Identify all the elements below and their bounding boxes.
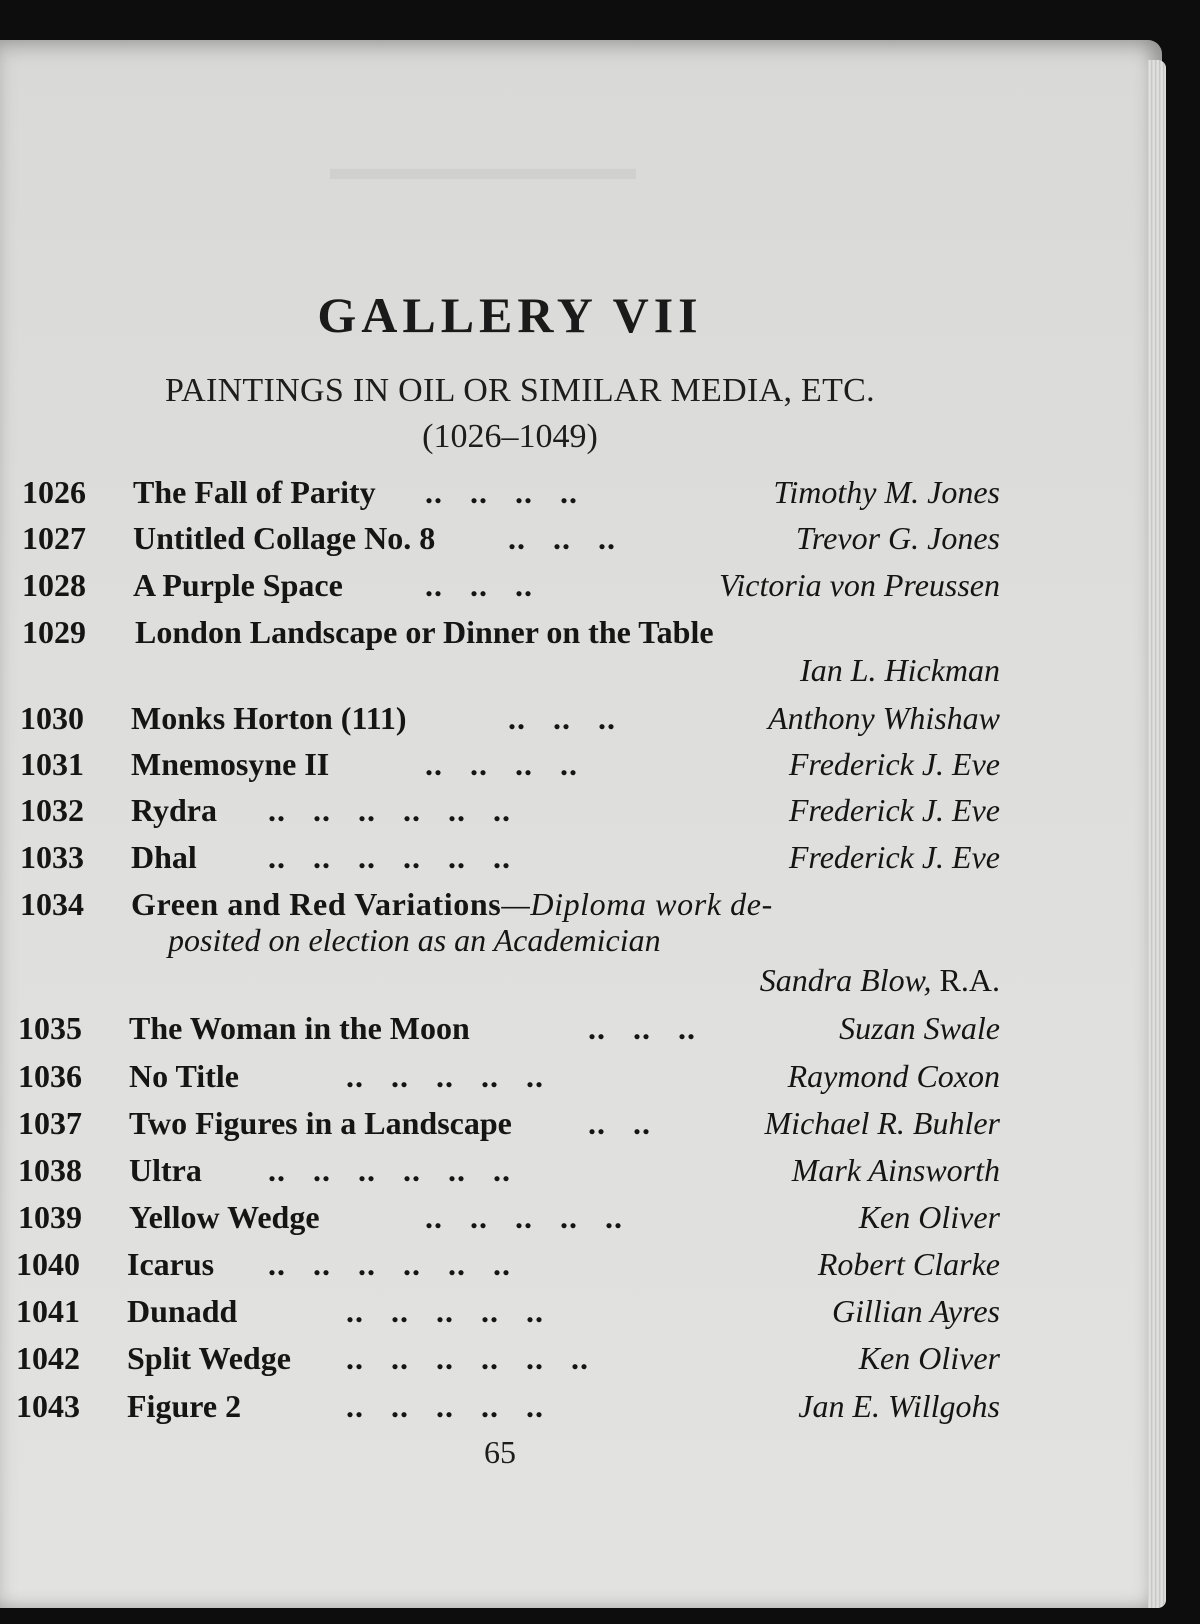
entry-artist: Michael R. Buhler — [764, 1105, 1000, 1141]
entry-number: 1032 — [20, 792, 84, 828]
list-item — [0, 746, 1000, 786]
entry-artist: Jan E. Willgohs — [798, 1388, 1000, 1424]
list-item — [0, 520, 1000, 560]
leader-dots: .. .. .. .. .. .. — [268, 839, 511, 875]
entry-title: Untitled Collage No. 8 — [133, 520, 436, 556]
list-item — [0, 839, 1000, 879]
list-item — [0, 1293, 1000, 1333]
leader-dots: .. .. .. — [425, 567, 533, 603]
entry-title: Dunadd — [127, 1293, 238, 1329]
catalogue-range: (1026–1049) — [422, 418, 598, 455]
leader-dots: .. .. .. .. .. .. — [268, 1246, 511, 1282]
entry-number: 1038 — [18, 1152, 82, 1188]
list-item — [0, 1058, 1000, 1098]
entry-number: 1027 — [22, 520, 86, 556]
entry-title: Split Wedge — [127, 1340, 291, 1376]
entry-artist: Trevor G. Jones — [795, 520, 1000, 556]
list-item — [0, 1152, 1000, 1192]
entry-title: Ultra — [129, 1152, 202, 1188]
list-item — [0, 567, 1000, 607]
list-item — [0, 700, 1000, 740]
entry-artist: Mark Ainsworth — [791, 1152, 1000, 1188]
entry-title: The Woman in the Moon — [129, 1010, 470, 1046]
leader-dots: .. .. .. .. .. — [346, 1058, 544, 1094]
entry-title: The Fall of Parity — [133, 474, 376, 510]
leader-dots: .. .. .. .. — [425, 474, 578, 510]
entry-artist: Raymond Coxon — [787, 1058, 1000, 1094]
entry-artist: Ian L. Hickman — [800, 652, 1000, 688]
entry-artist: Frederick J. Eve — [788, 792, 1000, 828]
leader-dots: .. .. — [588, 1105, 651, 1141]
leader-dots: .. .. .. .. .. .. — [346, 1340, 589, 1376]
leader-dots: .. .. .. .. .. .. — [268, 792, 511, 828]
list-item — [0, 614, 1000, 694]
list-item — [0, 1010, 1000, 1050]
list-item — [0, 1340, 1000, 1380]
artist-name: Sandra Blow, — [759, 962, 932, 998]
gallery-title: GALLERY VII — [317, 287, 703, 343]
entry-number: 1037 — [18, 1105, 82, 1141]
entry-artist: Frederick J. Eve — [788, 746, 1000, 782]
page-number: 65 — [484, 1434, 516, 1470]
entry-number: 1033 — [20, 839, 84, 875]
leader-dots: .. .. .. .. .. — [346, 1293, 544, 1329]
entry-number: 1031 — [20, 746, 84, 782]
show-through-shadow — [330, 150, 636, 188]
entry-number: 1036 — [18, 1058, 82, 1094]
entry-title: Monks Horton (111) — [131, 700, 407, 736]
entry-note: —Diploma work de- — [501, 886, 773, 922]
entry-title: Mnemosyne II — [131, 746, 330, 782]
entry-number: 1040 — [16, 1246, 80, 1282]
entry-number: 1028 — [22, 567, 86, 603]
entry-number: 1039 — [18, 1199, 82, 1235]
leader-dots: .. .. .. .. .. — [425, 1199, 623, 1235]
entry-number: 1030 — [20, 700, 84, 736]
entry-number: 1029 — [22, 614, 86, 650]
entry-number: 1026 — [22, 474, 86, 510]
leader-dots: .. .. .. .. — [425, 746, 578, 782]
entry-title — [131, 886, 773, 923]
entry-number: 1041 — [16, 1293, 80, 1329]
artist-honorific: R.A. — [939, 962, 1000, 998]
entry-artist: Anthony Whishaw — [768, 700, 1000, 736]
entry-number: 1043 — [16, 1388, 80, 1424]
entry-title: London Landscape or Dinner on the Table — [135, 614, 714, 650]
entry-title: Dhal — [131, 839, 197, 875]
entry-artist: Suzan Swale — [839, 1010, 1000, 1046]
entry-title: No Title — [129, 1058, 239, 1094]
leader-dots: .. .. .. — [588, 1010, 696, 1046]
list-item — [0, 1199, 1000, 1239]
leader-dots: .. .. .. .. .. — [346, 1388, 544, 1424]
entry-title: Figure 2 — [127, 1388, 242, 1424]
list-item — [0, 1388, 1000, 1428]
list-item — [0, 1105, 1000, 1145]
page-stack-edge — [1148, 60, 1166, 1608]
entry-title: Icarus — [127, 1246, 215, 1282]
entry-number: 1042 — [16, 1340, 80, 1376]
entry-artist: Robert Clarke — [817, 1246, 1000, 1282]
list-item — [0, 886, 1000, 1006]
entry-number: 1034 — [20, 886, 84, 922]
leader-dots: .. .. .. — [508, 700, 616, 736]
entry-artist: Gillian Ayres — [832, 1293, 1000, 1329]
entry-number: 1035 — [18, 1010, 82, 1046]
entry-artist: Ken Oliver — [858, 1199, 1000, 1235]
entry-title: Yellow Wedge — [129, 1199, 320, 1235]
entry-title: A Purple Space — [133, 567, 343, 603]
leader-dots: .. .. .. .. .. .. — [268, 1152, 511, 1188]
entry-note-continued: posited on election as an Academician — [168, 922, 661, 958]
entry-artist: Victoria von Preussen — [719, 567, 1000, 603]
entry-artist: Frederick J. Eve — [788, 839, 1000, 875]
section-subtitle: PAINTINGS IN OIL OR SIMILAR MEDIA, ETC. — [165, 372, 875, 409]
list-item — [0, 1246, 1000, 1286]
entry-artist: Ken Oliver — [858, 1340, 1000, 1376]
leader-dots: .. .. .. — [508, 520, 616, 556]
list-item — [0, 474, 1000, 514]
entry-artist: Timothy M. Jones — [773, 474, 1000, 510]
entry-title-text: Green and Red Variations — [131, 886, 502, 922]
entry-artist — [760, 962, 1000, 999]
entry-title: Rydra — [131, 792, 217, 828]
list-item — [0, 792, 1000, 832]
entry-title: Two Figures in a Landscape — [129, 1105, 512, 1141]
